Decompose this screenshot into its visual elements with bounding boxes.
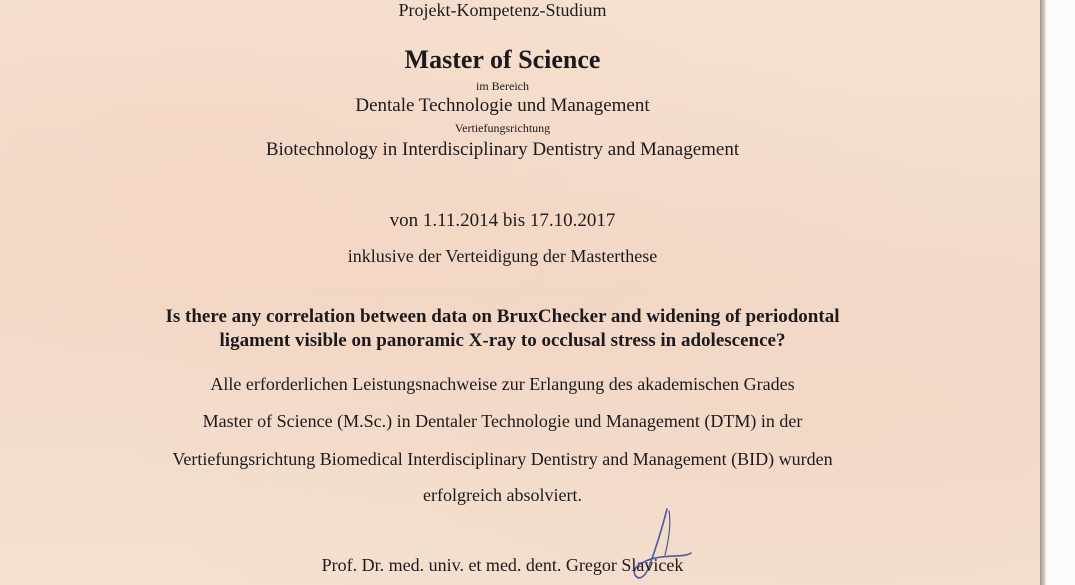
statement-line-4: erfolgreich absolviert. [423,485,582,505]
defense-note: inklusive der Verteidigung der Masterthese [347,246,658,266]
statement-line-3: Vertiefungsrichtung Biomedical Interdisciplinary Dentistry and Management (BID) wurden [172,449,833,469]
statement-line-2: Master of Science (M.Sc.) in Dentaler Technologie und Management (DTM) in der [202,411,803,431]
signatory-name: Prof. Dr. med. univ. et med. dent. Gregor Slavicek [321,555,684,575]
field-name: Dentale Technologie und Management [355,95,650,116]
study-period: von 1.11.2014 bis 17.10.2017 [389,210,616,231]
field-intro: im Bereich [476,79,529,93]
degree-title: Master of Science [404,45,601,74]
thesis-title-line-2: ligament visible on panoramic X-ray to occlusal stress in adolescence? [219,330,786,351]
specialization-name: Biotechnology in Interdisciplinary Dentistry and Management [265,139,740,160]
scan-edge-strip [1046,0,1075,585]
study-program: Projekt-Kompetenz-Studium [398,0,607,20]
statement-line-1: Alle erforderlichen Leistungsnachweise zur Erlangung des akademischen Grades [210,374,795,394]
specialization-intro: Vertiefungsrichtung [454,121,551,135]
thesis-title-line-1: Is there any correlation between data on BruxChecker and widening of periodontal [165,306,840,327]
